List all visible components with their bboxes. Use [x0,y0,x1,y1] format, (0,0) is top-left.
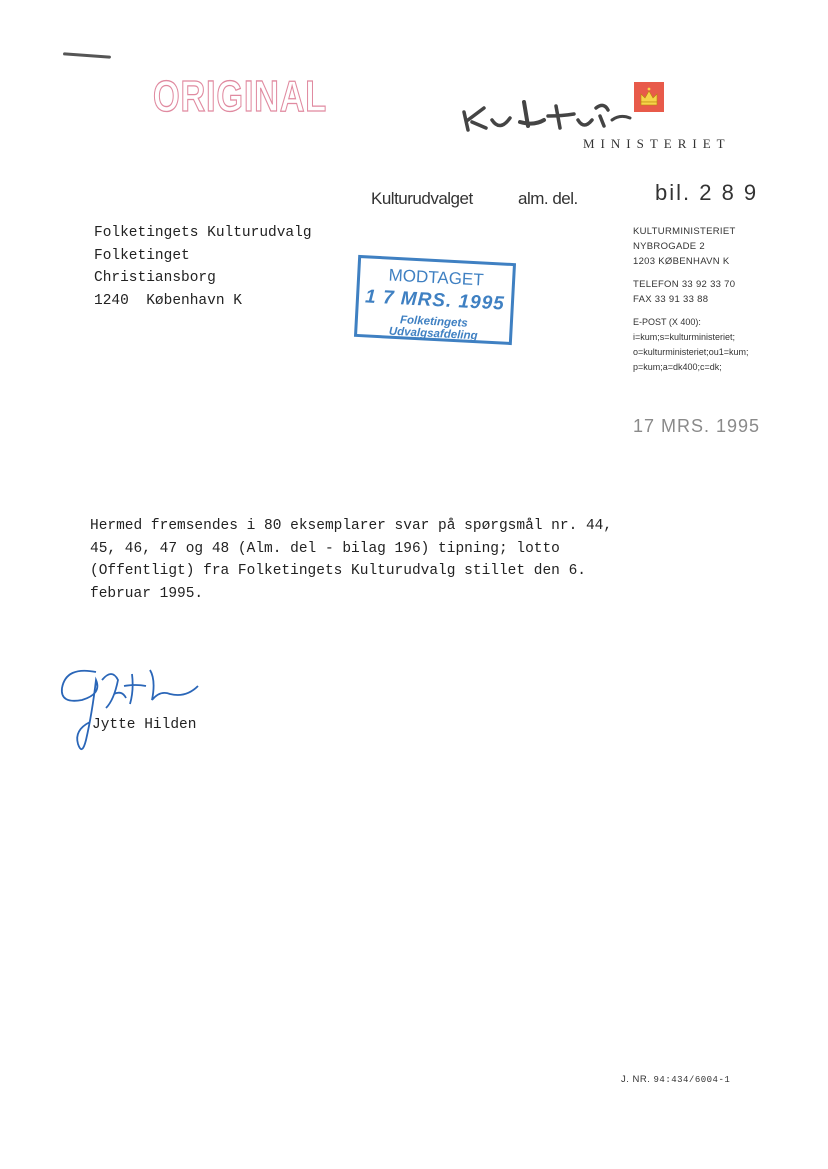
sender-phone: TELEFON 33 92 33 70 [633,279,736,290]
email-line: p=kum;a=dk400;c=dk; [633,362,722,372]
sender-info [633,224,749,375]
recipient-line: Christiansborg [94,270,216,286]
sender-fax: FAX 33 91 33 88 [633,294,709,305]
bilag-number: bil. 2 8 9 [655,180,759,205]
received-stamp-title: MODTAGET [388,265,485,290]
received-stamp-office: Folketingets Udvalgsafdeling [388,314,478,343]
ministry-wordmark: MINISTERIET [583,136,731,151]
letter-body [90,515,650,605]
crown-icon [634,82,664,112]
body-line: februar 1995. [90,585,204,602]
signer-name: Jytte Hilden [92,717,197,733]
kultur-logo-handwriting [458,92,638,140]
sender-city: 1203 KØBENHAVN K [633,256,730,267]
email-label: E-POST (X 400): [633,317,701,327]
received-stamp-date: 1 7 MRS. 1995 [364,286,506,315]
recipient-line: Folketingets Kulturudvalg [94,225,312,241]
sender-street: NYBROGADE 2 [633,241,705,252]
body-line: (Offentligt) fra Folketingets Kulturudvalg stillet den 6. [90,563,586,579]
journal-label: J. NR. [621,1074,651,1085]
received-stamp [354,255,516,345]
committee-note: Kulturudvalget [371,189,473,208]
journal-value: 94:434/6004-1 [653,1075,731,1085]
email-line: o=kulturministeriet;ou1=kum; [633,347,749,357]
body-line: 45, 46, 47 og 48 (Alm. del - bilag 196) tipning; lotto [90,540,560,557]
sender-name: KULTURMINISTERIET [633,226,736,237]
original-stamp: ORIGINAL [153,72,328,121]
alm-del-note: alm. del. [518,189,578,208]
handwritten-signature [56,660,206,760]
pen-dash-mark [63,52,111,58]
recipient-line: Folketinget [94,247,190,264]
recipient-line: 1240 København K [94,292,242,309]
email-line: i=kum;s=kulturministeriet; [633,332,736,342]
recipient-address [94,222,312,312]
date-stamp: 17 MRS. 1995 [633,416,761,436]
journal-number [621,1074,730,1085]
body-line: Hermed fremsendes i 80 eksemplarer svar på spørgsmål nr. 44, [90,518,613,534]
